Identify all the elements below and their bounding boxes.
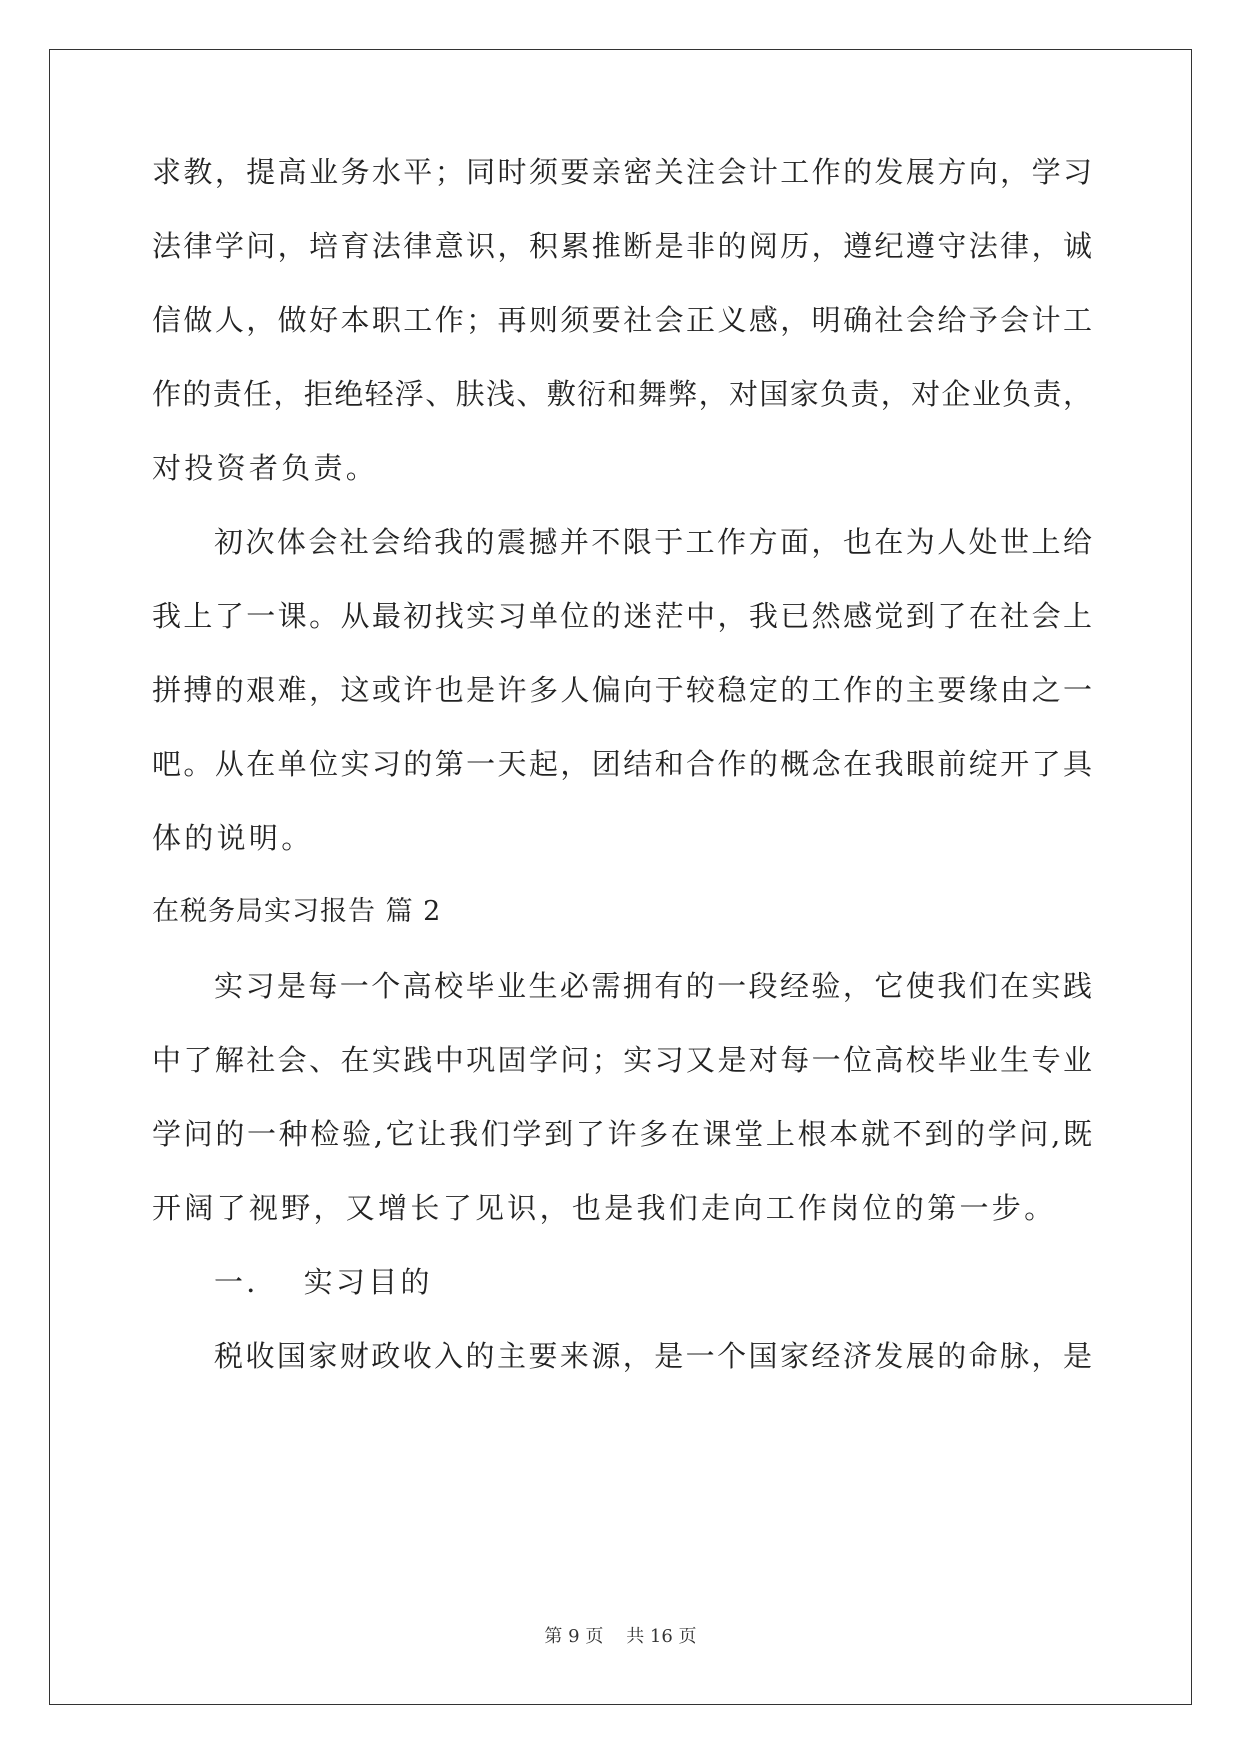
paragraph-line: 作的责任，拒绝轻浮、肤浅、敷衍和舞弊，对国家负责，对企业负责， — [152, 377, 1092, 411]
paragraph-line: 对投资者负责。 — [152, 451, 379, 485]
paragraph-line: 体的说明。 — [152, 821, 314, 855]
paragraph-line: 我上了一课。从最初找实习单位的迷茫中，我已然感觉到了在社会上 — [152, 599, 1092, 633]
paragraph-line: 求教，提高业务水平；同时须要亲密关注会计工作的发展方向，学习 — [152, 155, 1092, 189]
paragraph-line: 拼搏的艰难，这或许也是许多人偏向于较稳定的工作的主要缘由之一 — [152, 673, 1092, 707]
paragraph-first-line: 实习是每一个高校毕业生必需拥有的一段经验，它使我们在实践 — [214, 969, 1092, 1003]
paragraph-line: 开阔了视野，又增长了见识，也是我们走向工作岗位的第一步。 — [152, 1191, 1057, 1225]
paragraph-line: 学问的一种检验,它让我们学到了许多在课堂上根本就不到的学问,既 — [152, 1117, 1092, 1151]
paragraph-line: 法律学问，培育法律意识，积累推断是非的阅历，遵纪遵守法律，诚 — [152, 229, 1092, 263]
section-heading: 在税务局实习报告 篇 2 — [152, 896, 442, 927]
paragraph-first-line: 税收国家财政收入的主要来源，是一个国家经济发展的命脉，是 — [214, 1339, 1092, 1373]
page-border — [49, 49, 1192, 1705]
page-number: 第 9 页 共 16 页 — [544, 1626, 697, 1647]
subsection-heading: 一． 实习目的 — [214, 1265, 433, 1299]
paragraph-first-line: 初次体会社会给我的震撼并不限于工作方面，也在为人处世上给 — [214, 525, 1092, 559]
paragraph-line: 吧。从在单位实习的第一天起，团结和合作的概念在我眼前绽开了具 — [152, 747, 1092, 781]
paragraph-line: 中了解社会、在实践中巩固学问；实习又是对每一位高校毕业生专业 — [152, 1043, 1092, 1077]
paragraph-line: 信做人，做好本职工作；再则须要社会正义感，明确社会给予会计工 — [152, 303, 1092, 337]
